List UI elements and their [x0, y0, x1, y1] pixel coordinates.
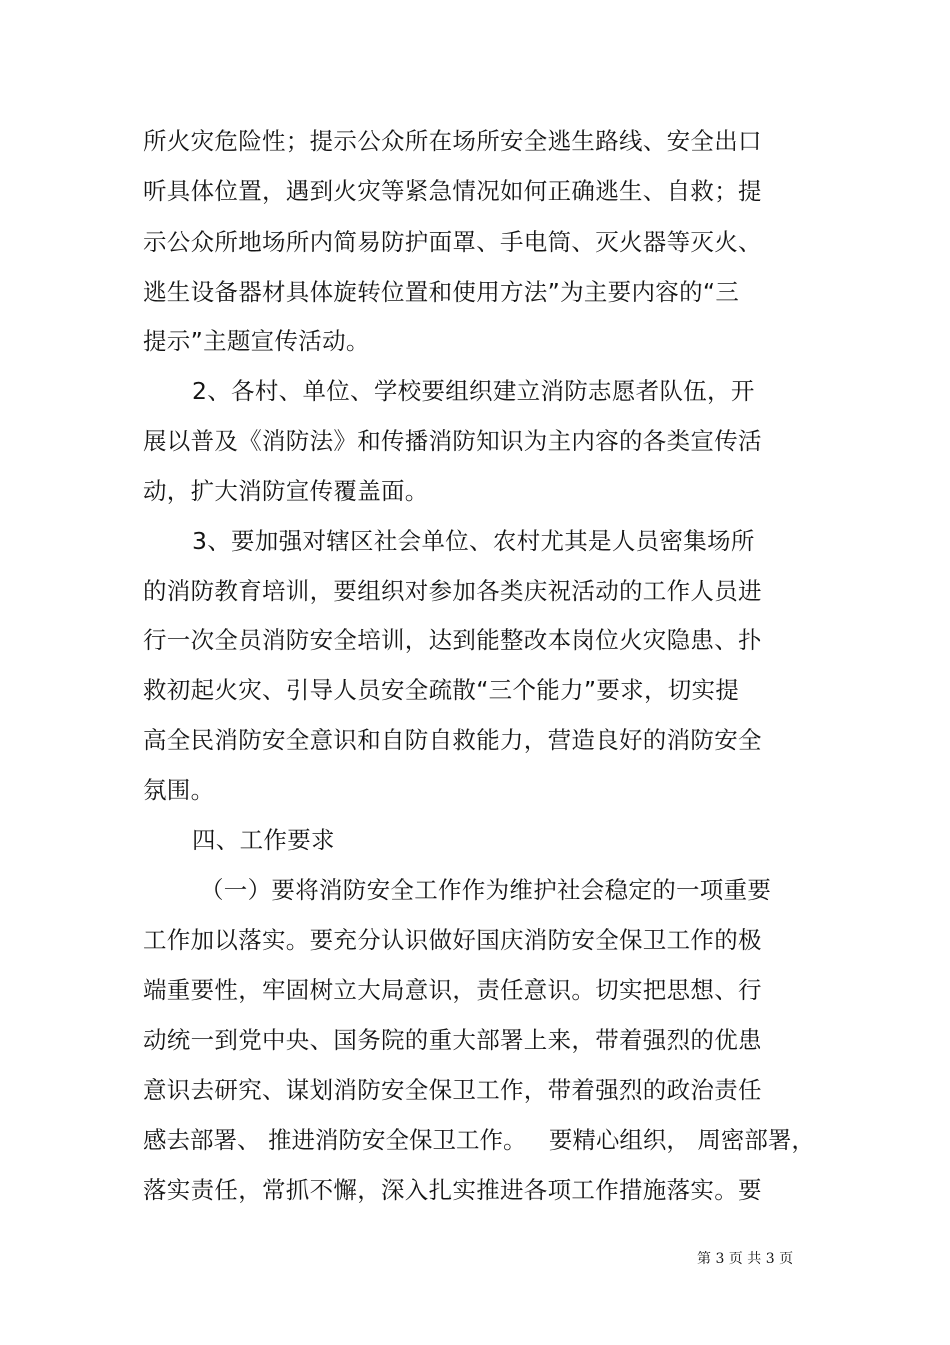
text-line: 提示”主题宣传活动。 [143, 327, 370, 355]
section-heading: 四、工作要求 [192, 826, 335, 854]
text-line: 的消防教育培训，要组织对参加各类庆祝活动的工作人员进 [143, 577, 762, 605]
text-line: 意识去研究、谋划消防安全保卫工作，带着强烈的政治责任 [143, 1076, 762, 1104]
text-line: 工作加以落实。要充分认识做好国庆消防安全保卫工作的极 [143, 926, 762, 954]
text-line: 示公众所地场所内简易防护面罩、手电筒、灭火器等灭火、 [143, 228, 762, 256]
text-line: 高全民消防安全意识和自防自救能力，营造良好的消防安全 [143, 726, 762, 754]
text-line: 听具体位置，遇到火灾等紧急情况如何正确逃生、自救；提 [143, 177, 762, 205]
paragraph-start-line: 2、各村、单位、学校要组织建立消防志愿者队伍，开 [192, 377, 755, 405]
text-line: 氛围。 [143, 776, 215, 804]
page-number-footer: 第 3 页 共 3 页 [697, 1251, 794, 1267]
text-line: 端重要性，牢固树立大局意识，责任意识。切实把思想、行 [143, 976, 762, 1004]
text-line: 救初起火灾、引导人员安全疏散“三个能力”要求，切实提 [143, 676, 740, 704]
paragraph-start-line: （一）要将消防安全工作作为维护社会稳定的一项重要 [200, 876, 772, 904]
text-line: 落实责任，常抓不懈，深入扎实推进各项工作措施落实。要 [143, 1176, 762, 1204]
paragraph-start-line: 3、要加强对辖区社会单位、农村尤其是人员密集场所 [192, 527, 755, 555]
text-line: 动，扩大消防宣传覆盖面。 [143, 477, 429, 505]
text-line: 感去部署、 推进消防安全保卫工作。 要精心组织， 周密部署， [143, 1126, 815, 1154]
text-line: 动统一到党中央、国务院的重大部署上来，带着强烈的优患 [143, 1026, 762, 1054]
text-line: 展以普及《消防法》和传播消防知识为主内容的各类宣传活 [143, 427, 762, 455]
text-line: 所火灾危险性；提示公众所在场所安全逃生路线、安全出口 [143, 127, 762, 155]
text-line: 行一次全员消防安全培训，达到能整改本岗位火灾隐患、扑 [143, 626, 762, 654]
text-line: 逃生设备器材具体旋转位置和使用方法”为主要内容的“三 [143, 278, 740, 306]
